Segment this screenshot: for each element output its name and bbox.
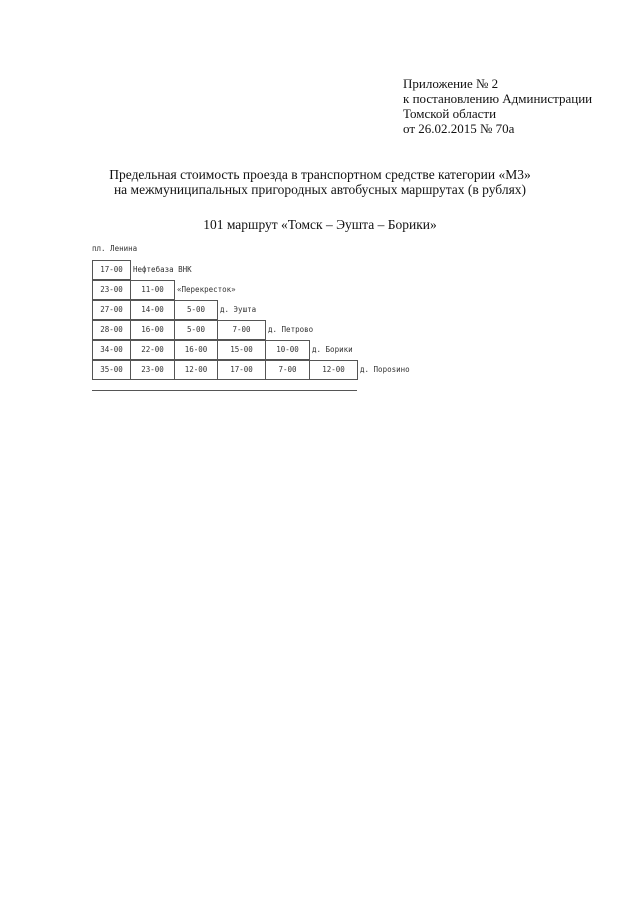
fare-cell: 34-00 bbox=[92, 340, 131, 360]
title-line-2: на межмуниципальных пригородных автобусных маршрутах (в рублях) bbox=[113, 182, 527, 197]
route-name: 101 маршрут «Томск – Эушта – Борики» bbox=[203, 217, 437, 232]
fare-cell: 27-00 bbox=[92, 300, 131, 320]
stop-label: «Перекресток» bbox=[177, 285, 236, 294]
fare-cell: 23-00 bbox=[130, 360, 175, 380]
table-bottom-rule bbox=[92, 390, 357, 391]
fare-cell: 5-00 bbox=[174, 300, 218, 320]
fare-cell: 7-00 bbox=[265, 360, 310, 380]
header-line: к постановлению Администрации bbox=[403, 91, 593, 106]
fare-cell: 28-00 bbox=[92, 320, 131, 340]
fare-cell: 10-00 bbox=[265, 340, 310, 360]
fare-cell: 17-00 bbox=[217, 360, 266, 380]
header-line: Приложение № 2 bbox=[403, 76, 499, 91]
fare-cell: 12-00 bbox=[174, 360, 218, 380]
fare-cell: 23-00 bbox=[92, 280, 131, 300]
fare-cell: 5-00 bbox=[174, 320, 218, 340]
fare-cell: 16-00 bbox=[130, 320, 175, 340]
fare-cell: 11-00 bbox=[130, 280, 175, 300]
fare-cell: 14-00 bbox=[130, 300, 175, 320]
fare-cell: 16-00 bbox=[174, 340, 218, 360]
stop-label: Нефтебаза ВНК bbox=[133, 265, 192, 274]
header-line: Томской области bbox=[403, 106, 497, 121]
stop-label: д. Борики bbox=[312, 345, 353, 354]
fare-cell: 35-00 bbox=[92, 360, 131, 380]
fare-cell: 15-00 bbox=[217, 340, 266, 360]
stop-label: д. Порosино bbox=[360, 365, 410, 374]
header-line: от 26.02.2015 № 70а bbox=[403, 121, 515, 136]
fare-cell: 17-00 bbox=[92, 260, 131, 280]
title-line-1: Предельная стоимость проезда в транспортном средстве категории «М3» bbox=[109, 167, 531, 182]
origin-stop: пл. Ленина bbox=[92, 244, 138, 253]
stop-label: д. Петрово bbox=[268, 325, 314, 334]
fare-cell: 12-00 bbox=[309, 360, 358, 380]
stop-label: д. Эушта bbox=[220, 305, 257, 314]
fare-cell: 7-00 bbox=[217, 320, 266, 340]
fare-cell: 22-00 bbox=[130, 340, 175, 360]
